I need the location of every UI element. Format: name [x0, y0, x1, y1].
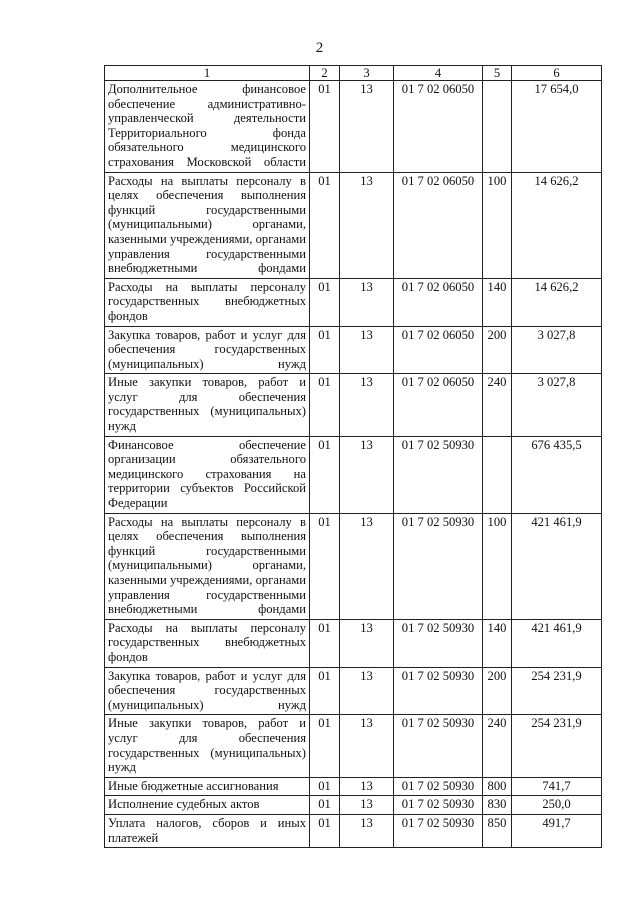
- subsection-code: 13: [340, 278, 394, 326]
- target-article-code: 01 7 02 50930: [394, 796, 483, 815]
- expense-type-code: [483, 436, 512, 513]
- expense-type-code: 850: [483, 814, 512, 847]
- table-row: [105, 436, 602, 513]
- column-header: 6: [512, 66, 602, 81]
- amount: 254 231,9: [512, 715, 602, 777]
- amount: 17 654,0: [512, 81, 602, 173]
- expense-name: Иные бюджетные ассигнования: [105, 777, 310, 796]
- target-article-code: 01 7 02 50930: [394, 814, 483, 847]
- amount: 254 231,9: [512, 667, 602, 715]
- subsection-code: 13: [340, 814, 394, 847]
- section-code: 01: [310, 326, 340, 374]
- table-row: [105, 278, 602, 326]
- target-article-code: 01 7 02 06050: [394, 278, 483, 326]
- expense-type-code: 140: [483, 619, 512, 667]
- table-row: [105, 619, 602, 667]
- table-row: [105, 172, 602, 278]
- section-code: 01: [310, 513, 340, 619]
- expense-type-code: 100: [483, 513, 512, 619]
- target-article-code: 01 7 02 50930: [394, 436, 483, 513]
- column-header: 3: [340, 66, 394, 81]
- section-code: 01: [310, 777, 340, 796]
- subsection-code: 13: [340, 374, 394, 436]
- expense-name: Расходы на выплаты персоналу в целях обеспечения выполнения функций государственными (муниципальными) органами, казенными учреждениями, органами управления государственными внебюджетными фондами: [105, 513, 310, 619]
- amount: 14 626,2: [512, 278, 602, 326]
- expense-type-code: 140: [483, 278, 512, 326]
- amount: 3 027,8: [512, 326, 602, 374]
- amount: 250,0: [512, 796, 602, 815]
- expense-name: Расходы на выплаты персоналу государственных внебюджетных фондов: [105, 278, 310, 326]
- section-code: 01: [310, 81, 340, 173]
- amount: 741,7: [512, 777, 602, 796]
- subsection-code: 13: [340, 172, 394, 278]
- subsection-code: 13: [340, 513, 394, 619]
- expense-name: Исполнение судебных актов: [105, 796, 310, 815]
- section-code: 01: [310, 667, 340, 715]
- table-row: [105, 374, 602, 436]
- table-row: [105, 796, 602, 815]
- subsection-code: 13: [340, 777, 394, 796]
- expense-name: Уплата налогов, сборов и иных платежей: [105, 814, 310, 847]
- subsection-code: 13: [340, 715, 394, 777]
- subsection-code: 13: [340, 81, 394, 173]
- section-code: 01: [310, 814, 340, 847]
- amount: 491,7: [512, 814, 602, 847]
- column-header: 5: [483, 66, 512, 81]
- expense-name: Закупка товаров, работ и услуг для обеспечения государственных (муниципальных) нужд: [105, 667, 310, 715]
- subsection-code: 13: [340, 326, 394, 374]
- target-article-code: 01 7 02 06050: [394, 374, 483, 436]
- header-row: [105, 66, 602, 81]
- expense-type-code: 200: [483, 326, 512, 374]
- section-code: 01: [310, 374, 340, 436]
- subsection-code: 13: [340, 436, 394, 513]
- table-row: [105, 81, 602, 173]
- section-code: 01: [310, 278, 340, 326]
- amount: 14 626,2: [512, 172, 602, 278]
- subsection-code: 13: [340, 619, 394, 667]
- section-code: 01: [310, 619, 340, 667]
- expense-name: Расходы на выплаты персоналу в целях обеспечения выполнения функций государственными (муниципальными) органами, казенными учреждениями, органами управления государственными внебюджетными фондами: [105, 172, 310, 278]
- expense-name: Закупка товаров, работ и услуг для обеспечения государственных (муниципальных) нужд: [105, 326, 310, 374]
- target-article-code: 01 7 02 50930: [394, 777, 483, 796]
- expense-type-code: 800: [483, 777, 512, 796]
- target-article-code: 01 7 02 50930: [394, 715, 483, 777]
- target-article-code: 01 7 02 06050: [394, 326, 483, 374]
- expense-type-code: 100: [483, 172, 512, 278]
- target-article-code: 01 7 02 50930: [394, 619, 483, 667]
- table-row: [105, 513, 602, 619]
- section-code: 01: [310, 436, 340, 513]
- target-article-code: 01 7 02 50930: [394, 513, 483, 619]
- table-row: [105, 667, 602, 715]
- expense-type-code: [483, 81, 512, 173]
- expense-type-code: 240: [483, 715, 512, 777]
- page-number: 2: [315, 40, 324, 56]
- column-header: 2: [310, 66, 340, 81]
- column-header: 1: [105, 66, 310, 81]
- expense-name: Расходы на выплаты персоналу государственных внебюджетных фондов: [105, 619, 310, 667]
- table-row: [105, 715, 602, 777]
- amount: 676 435,5: [512, 436, 602, 513]
- expense-name: Иные закупки товаров, работ и услуг для обеспечения государственных (муниципальных) нужд: [105, 374, 310, 436]
- table-row: [105, 326, 602, 374]
- expense-type-code: 200: [483, 667, 512, 715]
- expense-type-code: 240: [483, 374, 512, 436]
- table-row: [105, 777, 602, 796]
- subsection-code: 13: [340, 796, 394, 815]
- expense-name: Дополнительное финансовое обеспечение административно-управленческой деятельности Территориального фонда обязательного медицинского страхования Московской области: [105, 81, 310, 173]
- target-article-code: 01 7 02 06050: [394, 172, 483, 278]
- subsection-code: 13: [340, 667, 394, 715]
- amount: 421 461,9: [512, 619, 602, 667]
- target-article-code: 01 7 02 06050: [394, 81, 483, 173]
- section-code: 01: [310, 172, 340, 278]
- expense-name: Финансовое обеспечение организации обязательного медицинского страхования на территории субъектов Российской Федерации: [105, 436, 310, 513]
- section-code: 01: [310, 715, 340, 777]
- amount: 421 461,9: [512, 513, 602, 619]
- expense-name: Иные закупки товаров, работ и услуг для обеспечения государственных (муниципальных) нужд: [105, 715, 310, 777]
- target-article-code: 01 7 02 50930: [394, 667, 483, 715]
- amount: 3 027,8: [512, 374, 602, 436]
- section-code: 01: [310, 796, 340, 815]
- column-header: 4: [394, 66, 483, 81]
- expense-type-code: 830: [483, 796, 512, 815]
- table-row: [105, 814, 602, 847]
- budget-table: [104, 65, 602, 848]
